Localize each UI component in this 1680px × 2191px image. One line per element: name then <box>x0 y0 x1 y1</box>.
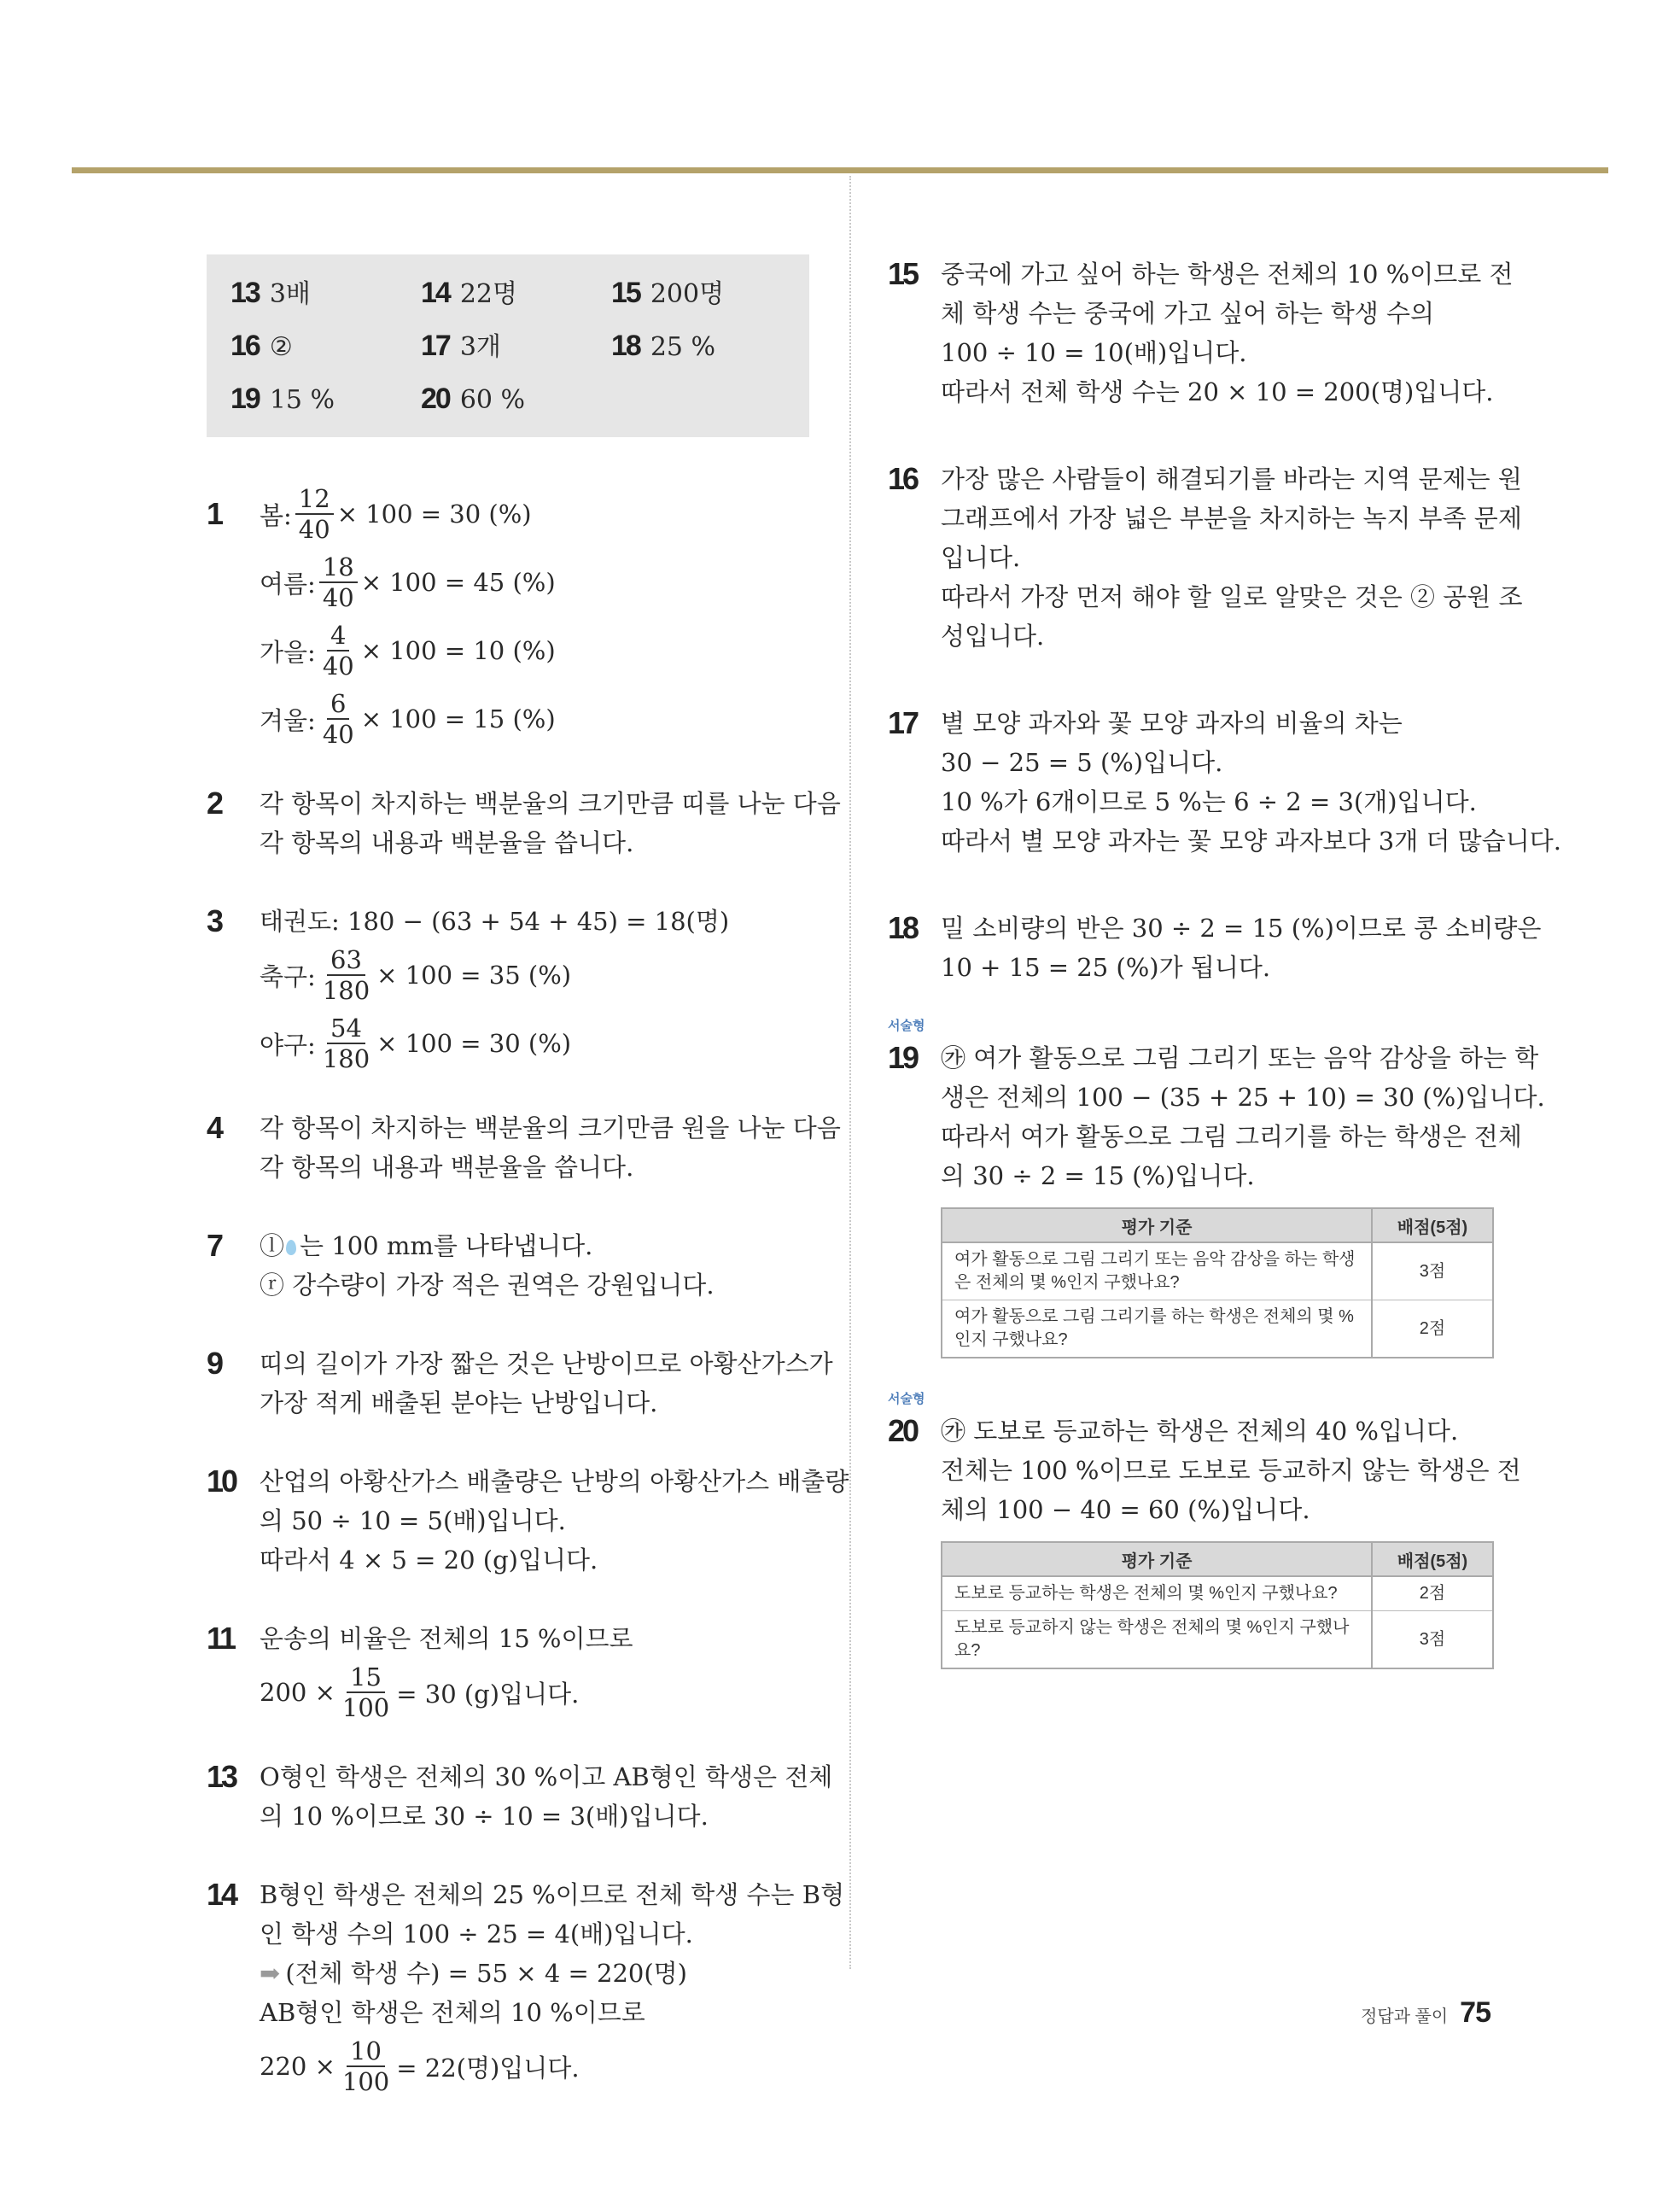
solution-18: 18 밀 소비량의 반은 30 ÷ 2 = 15 (%)이므로 콩 소비량은 10 + 15 = 25 (%)가 됩니다. <box>888 910 1542 982</box>
fraction: $\frac{15}{100}$ <box>341 1662 390 1722</box>
column-divider <box>849 176 851 1969</box>
right-column <box>888 254 1561 1709</box>
fraction-row: 야구: $\frac{54}{180}$ × 100 = 30 (%) <box>260 1014 572 1073</box>
header-rule <box>72 167 1608 173</box>
solution-13: 13 O형인 학생은 전체의 30 %이고 AB형인 학생은 전체 의 10 %이므로 30 ÷ 10 = 3(배)입니다. <box>207 1759 833 1831</box>
footer-label: 정답과 풀이 <box>1361 2007 1449 2026</box>
solution-2: 2 각 항목이 차지하는 백분율의 크기만큼 띠를 나눈 다음 각 항목의 내용과 백분율을 씁니다. <box>207 786 841 857</box>
solution-20: 서술형 20 ㉮ 도보로 등교하는 학생은 전체의 40 %입니다. 전체는 100 %이므로 도보로 등교하지 않는 학생은 전 체의 100 − 40 = 60 (%)입니다. 평가 기준 배점(5점) 도보로 등교하는 학생은 전체의 몇 %인지 구했나요? 2점 도보로 등교하지 않는 학생은 전체의 몇 %인지 구했나요? 3점 <box>888 1411 1492 1669</box>
fraction-row: 봄: $\frac{12}{40}$ × 100 = 30 (%) <box>260 484 532 544</box>
answer-item: 16 ② <box>230 330 293 362</box>
essay-type-badge: 서술형 <box>888 1392 925 1406</box>
solution-11: 11 운송의 비율은 전체의 15 %이므로 200 × $\frac{15}{100}$ = 30 (g)입니다. <box>207 1619 809 1727</box>
table-header-row: 평가 기준 배점(5점) <box>942 1542 1493 1576</box>
page-number: 75 <box>1460 1996 1490 2029</box>
raindrop-icon <box>286 1240 296 1255</box>
fraction: $\frac{54}{180}$ <box>322 1014 370 1073</box>
fraction-row: 200 × $\frac{15}{100}$ = 30 (g)입니다. <box>260 1662 580 1722</box>
fraction: $\frac{18}{40}$ <box>319 552 358 612</box>
fraction-row: 축구: $\frac{63}{180}$ × 100 = 35 (%) <box>260 945 572 1005</box>
page-footer <box>1361 1996 1490 2030</box>
table-row: 여가 활동으로 그림 그리기 또는 음악 감상을 하는 학생은 전체의 몇 %인지 구했나요? 3점 <box>942 1242 1493 1300</box>
solution-10: 10 산업의 아황산가스 배출량은 난방의 아황산가스 배출량 의 50 ÷ 10 = 5(배)입니다. 따라서 4 × 5 = 20 (g)입니다. <box>207 1464 849 1575</box>
table-row: 도보로 등교하는 학생은 전체의 몇 %인지 구했나요? 2점 <box>942 1576 1493 1611</box>
left-column <box>207 254 849 2140</box>
fraction-row: 겨울: $\frac{6}{40}$ × 100 = 15 (%) <box>260 689 556 749</box>
table-row: 도보로 등교하지 않는 학생은 전체의 몇 %인지 구했나요? 3점 <box>942 1611 1493 1669</box>
solution-14: 14 B형인 학생은 전체의 25 %이므로 전체 학생 수는 B형 인 학생 수의 100 ÷ 25 = 4(배)입니다. ➡ (전체 학생 수) = 55 × 4 = 220(명) AB형인 학생은 전체의 10 %이므로 220 × $\frac{10}{100}$ = 22(명)입니다. <box>207 1875 809 2100</box>
solution-9: 9 띠의 길이가 가장 짧은 것은 난방이므로 아황산가스가 가장 적게 배출된 분야는 난방입니다. <box>207 1346 833 1417</box>
table-header-row: 평가 기준 배점(5점) <box>942 1208 1493 1242</box>
answer-item: 19 15 % <box>230 383 335 415</box>
answer-item: 17 3개 <box>421 330 501 362</box>
answer-item: 18 25 % <box>611 330 716 362</box>
fraction: $\frac{63}{180}$ <box>322 945 370 1005</box>
fraction-row: 가을: $\frac{4}{40}$ × 100 = 10 (%) <box>260 621 556 681</box>
solution-19: 서술형 19 ㉮ 여가 활동으로 그림 그리기 또는 음악 감상을 하는 학 생은 전체의 100 − (35 + 25 + 10) = 30 (%)입니다. 따라서 여가 활동으로 그림 그리기를 하는 학생은 전체 의 30 ÷ 2 = 15 (%)입니다. 평가 기준 배점(5점) 여가 활동으로 그림 그리기 또는 음악 감상을 하는 학생은 전체의 몇 %인지 구했나요? 3점 여가 활동으로 그림 그리기를 하는 학생은 전체의 몇 %인지 구했나요? 2점 <box>888 1038 1492 1358</box>
solution-1: 1 봄: $\frac{12}{40}$ × 100 = 30 (%) 여름: $\frac{18}{40}$ × 100 = 45 (%) 가을: $\frac{4}{40}$ × 100 = 10 (%) 겨울: $\frac{6}{40}$ × 100 = 15 (%) <box>207 480 809 753</box>
answer-item: 15 200명 <box>611 277 725 309</box>
solution-16: 16 가장 많은 사람들이 해결되기를 바라는 지역 문제는 원 그래프에서 가장 넓은 부분을 차지하는 녹지 부족 문제 입니다. 따라서 가장 먼저 해야 할 일로 알맞은 것은 ② 공원 조 성입니다. <box>888 461 1523 651</box>
scoring-rubric-table <box>941 1207 1494 1358</box>
arrow-right-icon: ➡ <box>260 1959 281 1988</box>
answer-key-box <box>207 254 809 437</box>
solution-15: 15 중국에 가고 싶어 하는 학생은 전체의 10 %이므로 전 체 학생 수는 중국에 가고 싶어 하는 학생 수의 100 ÷ 10 = 10(배)입니다. 따라서 전체 학생 수는 20 × 10 = 200(명)입니다. <box>888 256 1514 406</box>
fraction-row: 220 × $\frac{10}{100}$ = 22(명)입니다. <box>260 2036 580 2096</box>
fraction-row: 여름: $\frac{18}{40}$ × 100 = 45 (%) <box>260 552 556 612</box>
answer-item: 14 22명 <box>421 277 517 309</box>
fraction: $\frac{4}{40}$ <box>322 621 354 681</box>
table-row: 여가 활동으로 그림 그리기를 하는 학생은 전체의 몇 %인지 구했나요? 2점 <box>942 1300 1493 1358</box>
answer-item: 20 60 % <box>421 383 526 415</box>
essay-type-badge: 서술형 <box>888 1019 925 1033</box>
scoring-rubric-table <box>941 1541 1494 1669</box>
fraction: $\frac{12}{40}$ <box>295 484 334 544</box>
solution-3: 3 태권도: 180 − (63 + 54 + 45) = 18(명) 축구: $\frac{63}{180}$ × 100 = 35 (%) 야구: $\frac{54}{180}$ × 100 = 30 (%) <box>207 902 809 1078</box>
fraction: $\frac{6}{40}$ <box>322 689 354 749</box>
fraction: $\frac{10}{100}$ <box>341 2036 390 2096</box>
solution-7: 7 ⓛ 는 100 mm를 나타냅니다. ⓡ 강수량이 가장 적은 권역은 강원입니다. <box>207 1228 715 1300</box>
solution-4: 4 각 항목이 차지하는 백분율의 크기만큼 원을 나눈 다음 각 항목의 내용과 백분율을 씁니다. <box>207 1110 841 1182</box>
answer-item: 13 3배 <box>230 277 311 309</box>
solution-17: 17 별 모양 과자와 꽃 모양 과자의 비율의 차는 30 − 25 = 5 (%)입니다. 10 %가 6개이므로 5 %는 6 ÷ 2 = 3(개)입니다. 따라서 별 모양 과자는 꽃 모양 과자보다 3개 더 많습니다. <box>888 705 1561 856</box>
